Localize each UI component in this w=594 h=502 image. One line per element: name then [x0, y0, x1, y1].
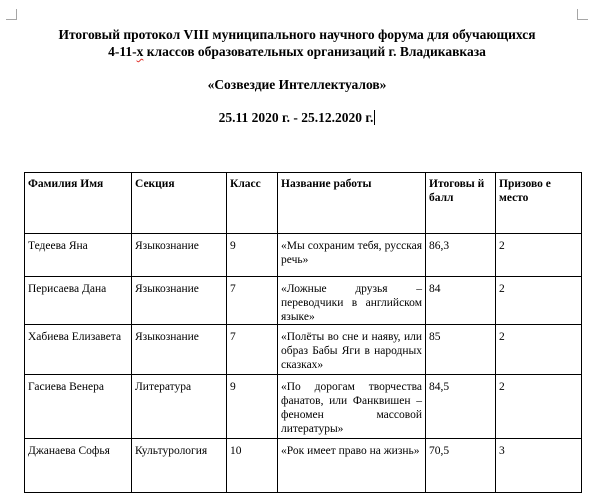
margin-corner-mark	[6, 9, 17, 20]
cell-section[interactable]: Языкознание	[132, 277, 227, 325]
cell-score[interactable]: 70,5	[426, 439, 496, 493]
document-title-line-2[interactable]	[0, 43, 594, 60]
cell-title[interactable]: «Мы сохраним тебя, русская речь»	[278, 234, 426, 277]
document-title-line-1[interactable]: Итоговый протокол VIII муниципального научного форума для обучающихся	[58, 27, 536, 42]
cell-score[interactable]: 84	[426, 277, 496, 325]
cell-title[interactable]: «По дорогам творчества фанатов, или Фанквишен – феномен массовой литературы»	[278, 375, 426, 439]
cell-name[interactable]: Тедеева Яна	[25, 234, 132, 277]
column-header-name[interactable]: Фамилия Имя	[25, 173, 132, 234]
cell-place[interactable]: 2	[496, 234, 582, 277]
text-cursor	[374, 110, 375, 125]
table-row	[25, 325, 582, 375]
spellcheck-marked-word[interactable]: х	[136, 44, 144, 59]
title-line-2-prefix: 4-11-	[108, 44, 137, 59]
table-row	[25, 277, 582, 325]
column-header-grade[interactable]: Класс	[227, 173, 278, 234]
table-row	[25, 375, 582, 439]
column-header-section[interactable]: Секция	[132, 173, 227, 234]
cell-grade[interactable]: 7	[227, 325, 278, 375]
cell-score[interactable]: 85	[426, 325, 496, 375]
cell-name[interactable]: Гасиева Венера	[25, 375, 132, 439]
cell-place[interactable]: 3	[496, 439, 582, 493]
cell-name[interactable]: Перисаева Дана	[25, 277, 132, 325]
results-table	[24, 172, 582, 493]
cell-grade[interactable]: 10	[227, 439, 278, 493]
cell-name[interactable]: Джанаева Софья	[25, 439, 132, 493]
column-header-score[interactable]: Итоговы й балл	[426, 173, 496, 234]
cell-score[interactable]: 86,3	[426, 234, 496, 277]
cell-name[interactable]: Хабиева Елизавета	[25, 325, 132, 375]
margin-corner-mark	[577, 9, 588, 20]
forum-dates-text: 25.11 2020 г. - 25.12.2020 г.	[218, 110, 374, 125]
cell-grade[interactable]: 7	[227, 277, 278, 325]
cell-place[interactable]: 2	[496, 325, 582, 375]
cell-score[interactable]: 84,5	[426, 375, 496, 439]
cell-title[interactable]: «Ложные друзья – переводчики в английском языке»	[278, 277, 426, 325]
forum-dates[interactable]	[0, 109, 594, 126]
cell-section[interactable]: Языкознание	[132, 234, 227, 277]
cell-section[interactable]: Языкознание	[132, 325, 227, 375]
cell-grade[interactable]: 9	[227, 375, 278, 439]
cell-section[interactable]: Литература	[132, 375, 227, 439]
forum-name[interactable]: «Созвездие Интеллектуалов»	[207, 77, 387, 92]
cell-section[interactable]: Культурология	[132, 439, 227, 493]
column-header-place[interactable]: Призово е место	[496, 173, 582, 234]
table-row	[25, 439, 582, 493]
cell-title[interactable]: «Рок имеет право на жизнь»	[278, 439, 426, 493]
column-header-title[interactable]: Название работы	[278, 173, 426, 234]
table-header-row	[25, 173, 582, 234]
cell-place[interactable]: 2	[496, 277, 582, 325]
cell-grade[interactable]: 9	[227, 234, 278, 277]
title-line-2-rest: классов образовательных организаций г. Владикавказа	[143, 44, 486, 59]
table-row	[25, 234, 582, 277]
cell-title[interactable]: «Полёты во сне и наяву, или образ Бабы Яги в народных сказках»	[278, 325, 426, 375]
cell-place[interactable]: 2	[496, 375, 582, 439]
